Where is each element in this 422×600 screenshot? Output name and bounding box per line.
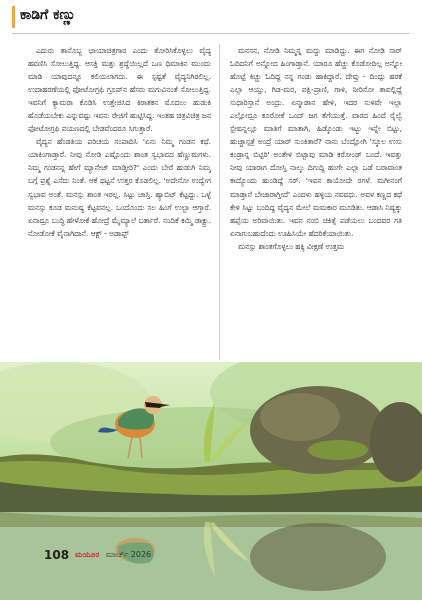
section-accent-bar — [12, 6, 15, 28]
bird-photo — [0, 362, 422, 600]
page-footer — [44, 548, 151, 562]
paragraph: ಎದುರು ತಾನೊಬ್ಬ ಛಾಯಾಚಿತ್ರಗಾರ ಎಂದು ತೋರಿಸಿಕೊಳ್ಳಲು ವೈದ್ಯ ಹವಣಿಸಿ ಸೋಲುತ್ತಿದ್ದ. ಆಸಕ್ತಿ ಮತ್ತು ಶ್ರದ್ಧೆಯಿಲ್ಲದೆ ಒಣ ಧಿಮಾಕಿನ ಮುಂದು ಮಾಡಿ ಯಾವುದನ್ನೂ ಕಲಿಯಲಾಗದು. ಈ ಸ್ಪಷ್ಟತೆ ವೈದ್ಯನಿಗಿರಲಿಲ್ಲ. ಉದಾಹರಣೆಯಲ್ಲಿ ಫೋಟೋಗ್ರಫಿ ಗ್ರೂಪ್‌ನ ಹೆಸರು ಮಗುವಿನಂತೆ ಸೋಲುತ್ತಿದ್ದ. ಇವನಿಗೆ ಕ್ಯಾಮರಾ ಕೊಡಿಸಿ ಉತ್ತೇಜಿಸಿದ ಕಿರಾತಕನ ಮೊದಲು ಹುಡುಕಿ ಹೊಡೆಯಬೇಕು ಎನ್ನುವಷ್ಟು ಇವನು ರೇಜಿಗೆ ಹುಟ್ಟಿಸಿದ್ದ. ಇಂತಹ ಚಿತ್ರವಿಚಿತ್ರ ಜನ ಫೋಟೋಗ್ರಫಿ ಪಯಣದಲ್ಲಿ ಬೇಡವೆಂದರೂ ಸಿಗುತ್ತಾರೆ. — [28, 46, 211, 134]
section-title: ಕಾಡಿಗೆ ಕಣ್ಣು — [20, 7, 76, 23]
magazine-logo: ಮಯೂರ — [75, 550, 100, 559]
page-number: 108 — [44, 548, 70, 562]
bird-photo-illustration — [0, 362, 422, 600]
paragraph: ಮನಸ್ಸು ಶಾಂತಗೊಳ್ಳಲು ಹಕ್ಕಿ ವೀಕ್ಷಣೆ ಉತ್ತಮ — [238, 241, 344, 251]
paragraph: ವೈದ್ಯನ ಹೆಂಡತಿಯ ಪರಿಚಯ ಸಂಪಾದಿಸಿ 'ಏನು ನಿಮ್ಮ ಗಂಡನ ಕಥೆ. ಯಾಕಿಂಗಾಡ್ತಾರೆ. ನೀವು ನೋಡಿ ಎಷ್ಟೊಂದು ಶಾಂತ ಸ್ವಭಾವದ ಹೆಣ್ಣುಮಗಳು. ನಿಮ್ಮ ಗಂಡನನ್ನ ಹೇಗೆ ಮ್ಯಾನೇಜ್ ಮಾಡ್ತೀರಿ?' ಎಂದು ಬೇರೆ ಹುಡುಗಿ ನಿಮ್ಮ ಬಗ್ಗೆ ಪ್ರಶ್ನೆ ಎಸೆದು ನಿಂತೆ. ಆಕೆ ಥಟ್ಟನೆ ಉತ್ತರ ಕೊಡಲಿಲ್ಲ. 'ಅದೇನೋ ಉದ್ವೇಗ ಸ್ವಭಾವ ಅಂತೆ. ಮನಸ್ಸು ಶಾಂತ ಇರಲ್ಲ. ಸಿಟ್ಟು ಜಾಸ್ತಿ. ಹ್ಯಾಬಿಟ್ ಕೆಟ್ಟದ್ದು. ಒಳ್ಳೆ ಮನಸ್ಸು ಕೂಡ ಮನುಷ್ಯ ಕೆಟ್ಟವನಲ್ಲ. ಒಂದೊಂದು ಸಲ ಹಿಂಗೆ ಉಲ್ಟಾ ಆಗ್ತಾರೆ. ಏನಾದ್ರೂ ಬುದ್ಧಿ ಹೇಳೋಕೆ ಹೋದ್ರೆ ಮೈಮ್ಯಾಲೆ ಬರ್ತಾರೆ. ನಂದಿಕೆ ಕಮ್ಮಿ ಡಾಕ್ಟ್ರು. ನೋಡೋಕೆ ವೈನಾಗಿದಾನೆ. ಆಕ್ಟ್ - ಅಡಾಪ್ಟ್ — [28, 137, 211, 238]
left-text-column — [28, 44, 211, 359]
header-divider — [12, 33, 410, 34]
paragraph: ಮನಸನ, ನೋಡಿ ನಿಮ್ಮನ್ನ ಮದ್ದು ಮಾಡಿದ್ದು. ಈಗ ನೋಡಿ ಸಾರ್ ಓದಿದನಿಗೆ ಅನ್ನೋದ ಹಿಂಗಾಡ್ತಾನೆ. ಯಾರೂ ಹೆಚ್ಚು ಕೊಡೋದಿಲ್ಲ ಅನ್ನೋ ಹೊಟ್ಟೆ ಕಿಚ್ಚು ಓದಿದ್ದ ನನ್ನ ಗಂಡು ಹಾಕಿದ್ದಾರೆ. ದೇವ್ರು - ದಿಂದ್ಸು ಹರಕೆ ಎಲ್ಲಾ ಆಯ್ತು, ಗಿಡ-ಮರ, ಪಕ್ಷಿ-ಪ್ರಾಣಿ, ಗಾಳಿ, ನೀರಿನೋ ತಾವಲ್ಲಿದ್ದೆ ಸುಧಾರಿಸ್ತಾನೆ ಅಂದ್ರು. ಏನ್ಮಾಡಾನ ಹೇಳಿ, ಇದರ ಸುಳಿವೇ ಇಲ್ಲಾ ಎಲ್ಲೋದ್ರೂ ಕೂರೋಕೆ ಒಂದ್ ಜಗ ತೆಗೆಯುತ್ತೆ. ವಾರದ ಹಿಂದೆ ರೈಲ್ವೆ ಸ್ಟೇಷನ್ನಲ್ಲೂ ಮಾತಿಗೆ ಮಾತಾಗಿ, ಹಿಡ್ಕೊಂಡು ಇಟ್ಬು ಇನ್ನೇ ಬಿಟ್ಟು, ಹುಚ್ಚಾಸ್ಪತ್ರೆ ಅಂದ್ರೆ ಯಾರ್ ಸುಂಕಿತಾರೆ? ನಾನು ಬೆಂದ್ಲೋಗಿ 'ಸ್ಕೂಲ ಉಸು ಕಂಡ್ರಾನ್ನ ಬಿಟ್ಟಿರಿ' ಅಂತೇಳಿ ಬಿಟ್ಟಾವು ಮಾಡಿ ಕರೋಂಡ್ ಬಂದೆ. ಇವತ್ತು ನೀವು ಯಾರಾಗ ದೋಸ್ತಿ ನಾಲ್ಕು ದಿಗುದ್ದಿ ಹಂಗೇ ಎಲ್ಲಾ ಒಡೆ ಬರಾವಾಂತ ಕಾದ್ಯೊಂದು ಹುಂಡಿದ್ದೆ ಸರ್. 'ಇವನ ಕಾಯೋದೇ ರಗಳೆ. ಮಗೀನಂಗೆ ಮಾಡ್ತಾನೆ ಬೇಜಾರಾಗ್ತೀದೆ' ಎಂದಳು ಹಳ್ಳಿಯ ನವವಧು. ಅವಳ ಕಣ್ಣದ ಕಥೆ ಕೇಳಿ ಸಿಟ್ಟು ಬಂದಿದ್ದ ವೈದ್ಯನ ಮೇಲೆ ಮಮಕಾರ ಮೂಡಿತು. ಆಡಾಸಿ ನಿಷ್ಯಕ್ಕು ಹಪ್ಪೆಯ ಅರಿವಾಯಿತು. ಇವನ ನಂಬಿ ಚಿಕಿತ್ಸೆ ಪಡೆಯಲು ಬಂದವರ ಗತಿ ಏನಾಗುಬಹುದೆಂದು ಊಹಿಸಿಯೇ ಹೆದರಿಕೆಯಾಯಿತು. — [230, 46, 402, 238]
right-text-column — [230, 44, 402, 374]
issue-date: ಮಾರ್ಚ್ 2026 — [105, 550, 152, 559]
page-header — [0, 0, 422, 44]
column-divider — [219, 44, 220, 360]
